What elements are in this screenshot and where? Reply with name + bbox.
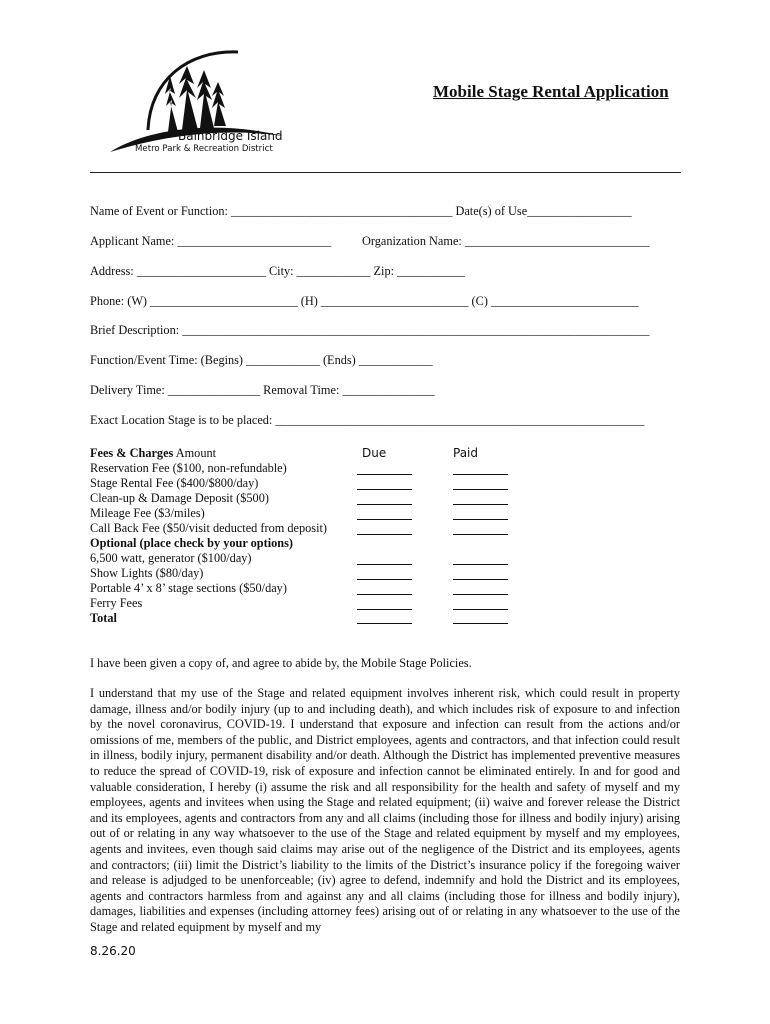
logo-subtitle: Metro Park & Recreation District [135,144,273,154]
risk-waiver-text: I understand that my use of the Stage and related equipment involves inherent risk, which could result in property damage, illness and/or bodily injury (up to and including death), and which includes risk of exposure to and infection by the novel coronavirus, COVID-19. I understand that exposure and infection can result from the actions and/or omissions of me, members of the public, and District employees, agents and contractors, and that infection could result in illness, bodily injury, permanent disability and/or death. Although the District has implemented preventive measures to reduce the spread of COVID-19, risk of exposure and infection cannot be eliminated entirely. In and for good and valuable consideration, I hereby (i) assume the risk and all responsibility for the health and safety of myself and my employees, agents and invitees when using the Stage and related equipment; (ii) waive and forever release the District and its employees, agents and contractors from any and all claims (including those for illness and bodily injury) arising out of or relating in any way whatsoever to the use of the Stage and related equipment by myself and my employees, agents and invitees, even though said claims may arise out of the negligence of the District and its employees, agents and contractors; (iii) limit the District’s liability to the limits of the District’s insurance policy if the foregoing waiver and release is adjudged to be unenforceable; (iv) agree to defend, indemnify and hold the District and its employees, agents and contractors harmless from and against any and all claims (including those for illness and bodily injury), damages, liabilities and expenses (including attorney fees) arising out of or relating in any whatsoever to the use of the Stage and related equipment by myself and my [90,686,680,934]
policy-agreement-text: I have been given a copy of, and agree to abide by, the Mobile Stage Policies. [90,656,472,670]
due-blank[interactable] [357,489,412,490]
page-title: Mobile Stage Rental Application [433,82,669,101]
paid-blank[interactable] [453,519,508,520]
paid-blank[interactable] [453,579,508,580]
due-blank[interactable] [357,519,412,520]
district-logo [108,40,288,160]
due-blank[interactable] [357,534,412,535]
paid-blank[interactable] [453,534,508,535]
fee-item: Portable 4’ x 8’ stage sections ($50/day) [90,581,287,595]
address-field[interactable]: Address: _____________________ City: ____________ Zip: ___________ [90,264,465,278]
paid-blank[interactable] [453,609,508,610]
event-name-date-field[interactable]: Name of Event or Function: ____________________________________ Date(s) of Use_________________ [90,204,632,218]
due-blank[interactable] [357,474,412,475]
due-blank[interactable] [357,579,412,580]
stage-location-field[interactable]: Exact Location Stage is to be placed: ____________________________________________________________ [90,413,645,427]
fee-item: Show Lights ($80/day) [90,566,204,580]
fee-item: Call Back Fee ($50/visit deducted from deposit) [90,521,328,535]
fee-item: Mileage Fee ($3/miles) [90,506,205,520]
paid-column-header: Paid [453,446,479,460]
paid-blank[interactable] [453,489,508,490]
fee-item: Ferry Fees [90,596,143,610]
phone-field[interactable]: Phone: (W) ________________________ (H) ________________________ (C) ________________________ [90,294,639,308]
fees-header: Fees & Charges Amount [90,446,217,460]
event-time-field[interactable]: Function/Event Time: (Begins) ____________ (Ends) ____________ [90,353,433,367]
due-blank[interactable] [357,594,412,595]
fee-item: Stage Rental Fee ($400/$800/day) [90,476,259,490]
applicant-name-field[interactable]: Applicant Name: _________________________ [90,234,332,248]
due-blank[interactable] [357,609,412,610]
due-total-blank[interactable] [357,623,412,624]
paid-blank[interactable] [453,504,508,505]
delivery-time-field[interactable]: Delivery Time: _______________ Removal Time: _______________ [90,383,435,397]
fee-item: Reservation Fee ($100, non-refundable) [90,461,287,475]
due-blank[interactable] [357,564,412,565]
paid-blank[interactable] [453,564,508,565]
due-blank[interactable] [357,504,412,505]
total-label: Total [90,611,117,625]
version-date: 8.26.20 [90,944,136,958]
fee-item: 6,500 watt, generator ($100/day) [90,551,252,565]
brief-description-field[interactable]: Brief Description: ____________________________________________________________________________ [90,323,650,337]
header-divider [90,172,681,173]
paid-blank[interactable] [453,594,508,595]
logo-name: Bainbridge Island [178,129,283,143]
paid-total-blank[interactable] [453,623,508,624]
optional-heading: Optional (place check by your options) [90,536,294,550]
organization-name-field[interactable]: Organization Name: ______________________________ [362,234,650,248]
fee-item: Clean-up & Damage Deposit ($500) [90,491,269,505]
due-column-header: Due [362,446,387,460]
paid-blank[interactable] [453,474,508,475]
